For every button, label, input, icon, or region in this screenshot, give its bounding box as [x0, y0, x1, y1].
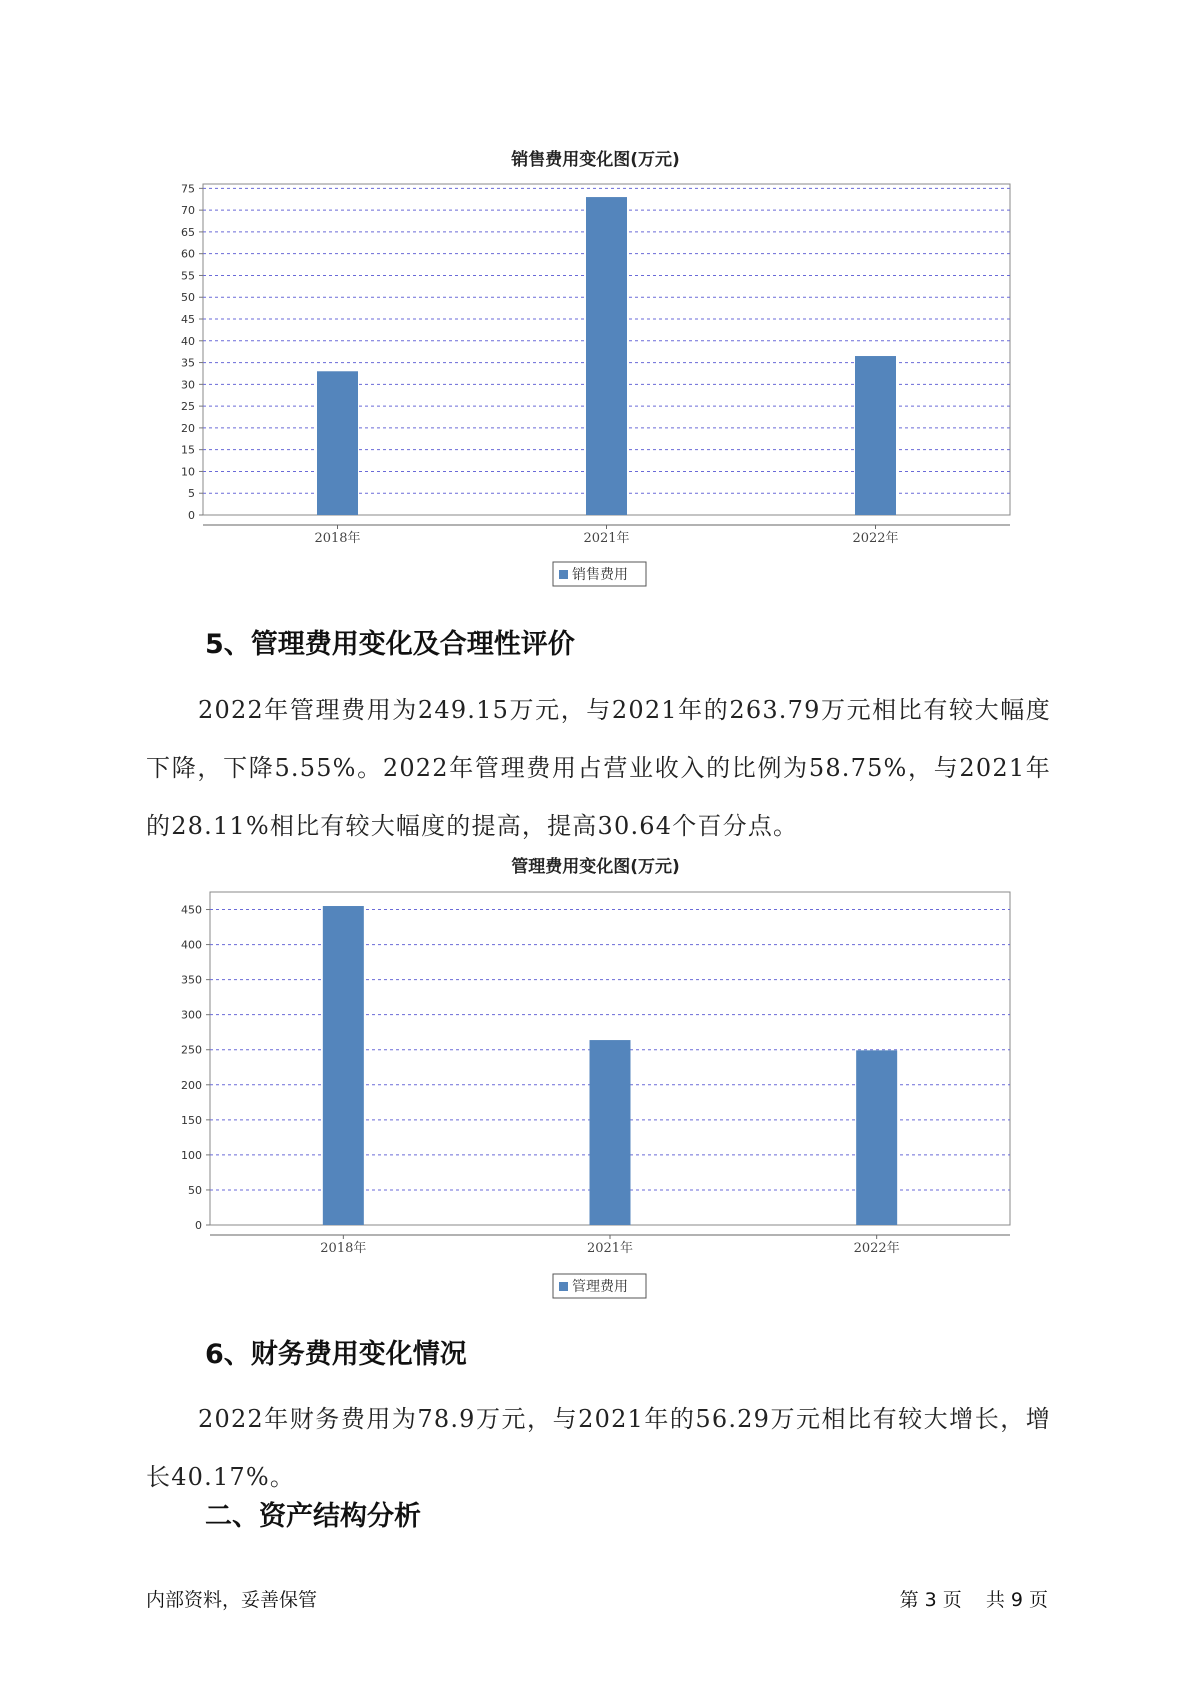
bar — [586, 197, 627, 515]
bar — [855, 356, 896, 515]
y-tick-label: 25 — [181, 400, 195, 414]
y-tick-label: 300 — [181, 1008, 202, 1022]
y-tick-label: 450 — [181, 903, 202, 917]
x-tick-label: 2022年 — [853, 1241, 900, 1256]
bar — [323, 906, 364, 1225]
y-tick-label: 40 — [181, 334, 195, 348]
section-two-heading: 二、资产结构分析 — [205, 1501, 421, 1532]
footer-total-unit: 页 — [1028, 1589, 1048, 1611]
footer-page-unit: 页 — [942, 1589, 962, 1611]
y-tick-label: 0 — [195, 1219, 202, 1232]
y-tick-label: 55 — [181, 269, 195, 283]
x-tick-label: 2021年 — [583, 531, 630, 546]
y-tick-label: 150 — [181, 1113, 202, 1127]
y-tick-label: 350 — [181, 973, 202, 987]
section6-heading: 6、财务费用变化情况 — [205, 1339, 467, 1370]
y-tick-label: 400 — [181, 938, 202, 952]
section5-paragraph: 2022年管理费用为249.15万元，与2021年的263.79万元相比有较大幅度下降，下降5.55%。2022年管理费用占营业收入的比例为58.75%，与2021年的28.11%相比有较大幅度的提高，提高30.64个百分点。 — [146, 696, 1051, 840]
admin-expense-chart — [0, 880, 1191, 1300]
legend-label: 销售费用 — [572, 567, 628, 583]
footer-total-pages: 9 — [1010, 1589, 1023, 1611]
y-tick-label: 10 — [181, 465, 195, 479]
bar — [317, 371, 358, 515]
y-tick-label: 30 — [181, 378, 195, 392]
footer-confidential-note: 内部资料，妥善保管 — [146, 1589, 318, 1611]
y-tick-label: 100 — [181, 1148, 202, 1162]
bar — [856, 1050, 897, 1225]
y-tick-label: 50 — [188, 1183, 202, 1197]
y-tick-label: 0 — [188, 509, 195, 522]
y-tick-label: 20 — [181, 421, 195, 435]
legend-swatch — [559, 1282, 568, 1291]
y-tick-label: 75 — [181, 182, 195, 196]
x-tick-label: 2018年 — [314, 531, 361, 546]
x-tick-label: 2021年 — [586, 1241, 634, 1256]
y-tick-label: 50 — [181, 291, 195, 305]
footer-page-number: 3 — [924, 1589, 937, 1611]
footer-total-prefix: 共 — [985, 1589, 1005, 1611]
footer-page-indicator — [897, 1585, 1051, 1612]
y-tick-label: 70 — [181, 204, 195, 218]
section5-heading: 5、管理费用变化及合理性评价 — [205, 629, 575, 660]
section6-paragraph: 2022年财务费用为78.9万元，与2021年的56.29万元相比有较大增长，增长40.17%。 — [146, 1405, 1051, 1491]
sales-chart-title: 销售费用变化图(万元) — [511, 150, 680, 170]
sales-expense-chart — [0, 170, 1191, 590]
y-tick-label: 35 — [181, 356, 195, 370]
y-tick-label: 65 — [181, 225, 195, 239]
x-tick-label: 2022年 — [852, 531, 899, 546]
y-tick-label: 200 — [181, 1078, 202, 1092]
footer-page-prefix: 第 — [899, 1589, 919, 1611]
y-tick-label: 60 — [181, 247, 195, 261]
y-tick-label: 15 — [181, 443, 195, 457]
y-tick-label: 250 — [181, 1043, 202, 1057]
x-tick-label: 2018年 — [320, 1241, 367, 1256]
y-tick-label: 5 — [188, 487, 195, 501]
y-tick-label: 45 — [181, 313, 195, 327]
admin-chart-title: 管理费用变化图(万元) — [511, 857, 680, 877]
legend-label: 管理费用 — [572, 1279, 628, 1295]
bar — [590, 1040, 631, 1225]
legend-swatch — [559, 570, 568, 579]
